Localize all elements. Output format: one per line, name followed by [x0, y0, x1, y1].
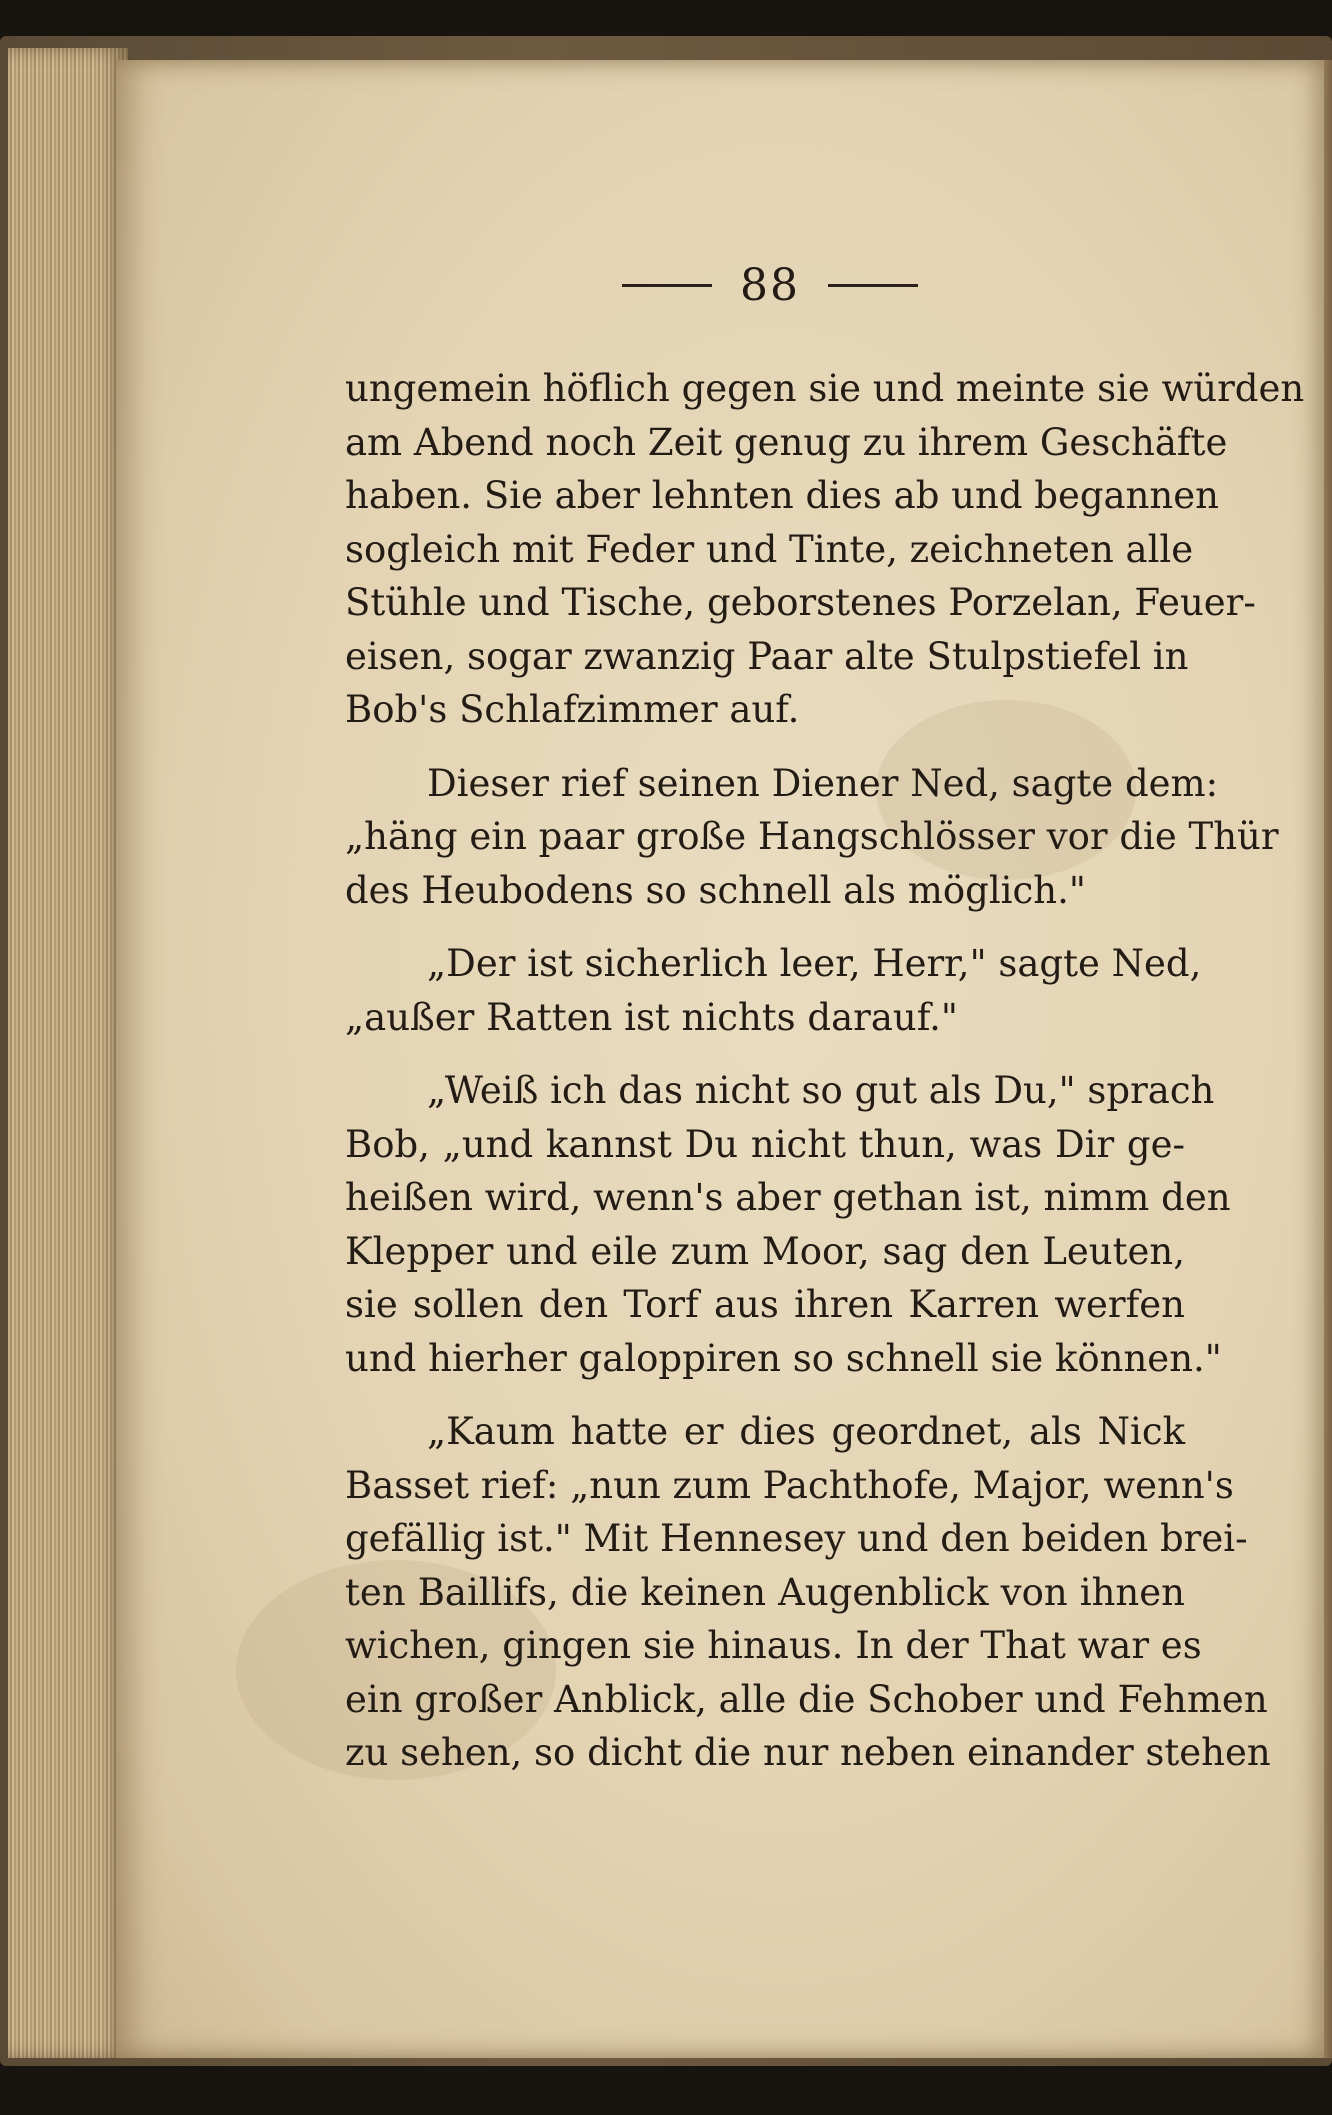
text-line: heißen wird, wenn's aber gethan ist, nimm den: [345, 1176, 1231, 1219]
text-line: sie sollen den Torf aus ihren Karren werfen: [345, 1283, 1185, 1326]
text-line: „häng ein paar große Hangschlösser vor die Thür: [345, 815, 1279, 858]
text-line: Bob, „und kannst Du nicht thun, was Dir ge-: [345, 1122, 1185, 1166]
text-line: am Abend noch Zeit genug zu ihrem Geschäfte: [345, 420, 1228, 464]
page-header: [600, 255, 940, 315]
page-edges: [8, 48, 128, 2058]
text-line: Bob's Schlafzimmer auf.: [345, 688, 800, 731]
text-line: Dieser rief seinen Diener Ned, sagte dem:: [427, 761, 1219, 805]
text-line: Klepper und eile zum Moor, sag den Leuten,: [345, 1229, 1185, 1273]
header-dash-right: [828, 284, 918, 287]
paragraph: [345, 362, 1305, 737]
paragraph: [345, 1064, 1231, 1385]
text-line: „Der ist sicherlich leer, Herr," sagte Ned,: [427, 942, 1202, 985]
text-line: gefällig ist." Mit Hennesey und den beiden brei-: [345, 1517, 1248, 1560]
text-line: zu sehen, so dicht die nur neben einander stehen: [345, 1731, 1271, 1774]
text-line: Stühle und Tische, geborstenes Porzelan, Feuer-: [345, 581, 1256, 624]
body-text: [345, 362, 1305, 1780]
paragraph: [345, 937, 1202, 1044]
text-line: ein großer Anblick, alle die Schober und Fehmen: [345, 1677, 1268, 1721]
text-line: und hierher galoppiren so schnell sie können.": [345, 1336, 1222, 1380]
paragraph: [345, 1405, 1271, 1780]
text-line: „Kaum hatte er dies geordnet, als Nick: [427, 1410, 1185, 1453]
text-line: „außer Ratten ist nichts darauf.": [345, 995, 958, 1039]
text-line: des Heubodens so schnell als möglich.": [345, 868, 1086, 912]
page-number: 88: [740, 259, 800, 311]
paragraph: [345, 757, 1279, 918]
text-line: ten Baillifs, die keinen Augenblick von ihnen: [345, 1570, 1185, 1614]
text-line: wichen, gingen sie hinaus. In der That war es: [345, 1624, 1202, 1667]
text-line: ungemein höflich gegen sie und meinte sie würden: [345, 367, 1305, 410]
text-line: haben. Sie aber lehnten dies ab und begannen: [345, 474, 1219, 517]
header-dash-left: [622, 284, 712, 287]
text-line: sogleich mit Feder und Tinte, zeichneten alle: [345, 527, 1194, 571]
text-line: eisen, sogar zwanzig Paar alte Stulpstiefel in: [345, 634, 1189, 678]
text-line: Basset rief: „nun zum Pachthofe, Major, wenn's: [345, 1463, 1234, 1507]
text-line: „Weiß ich das nicht so gut als Du," sprach: [427, 1069, 1215, 1112]
